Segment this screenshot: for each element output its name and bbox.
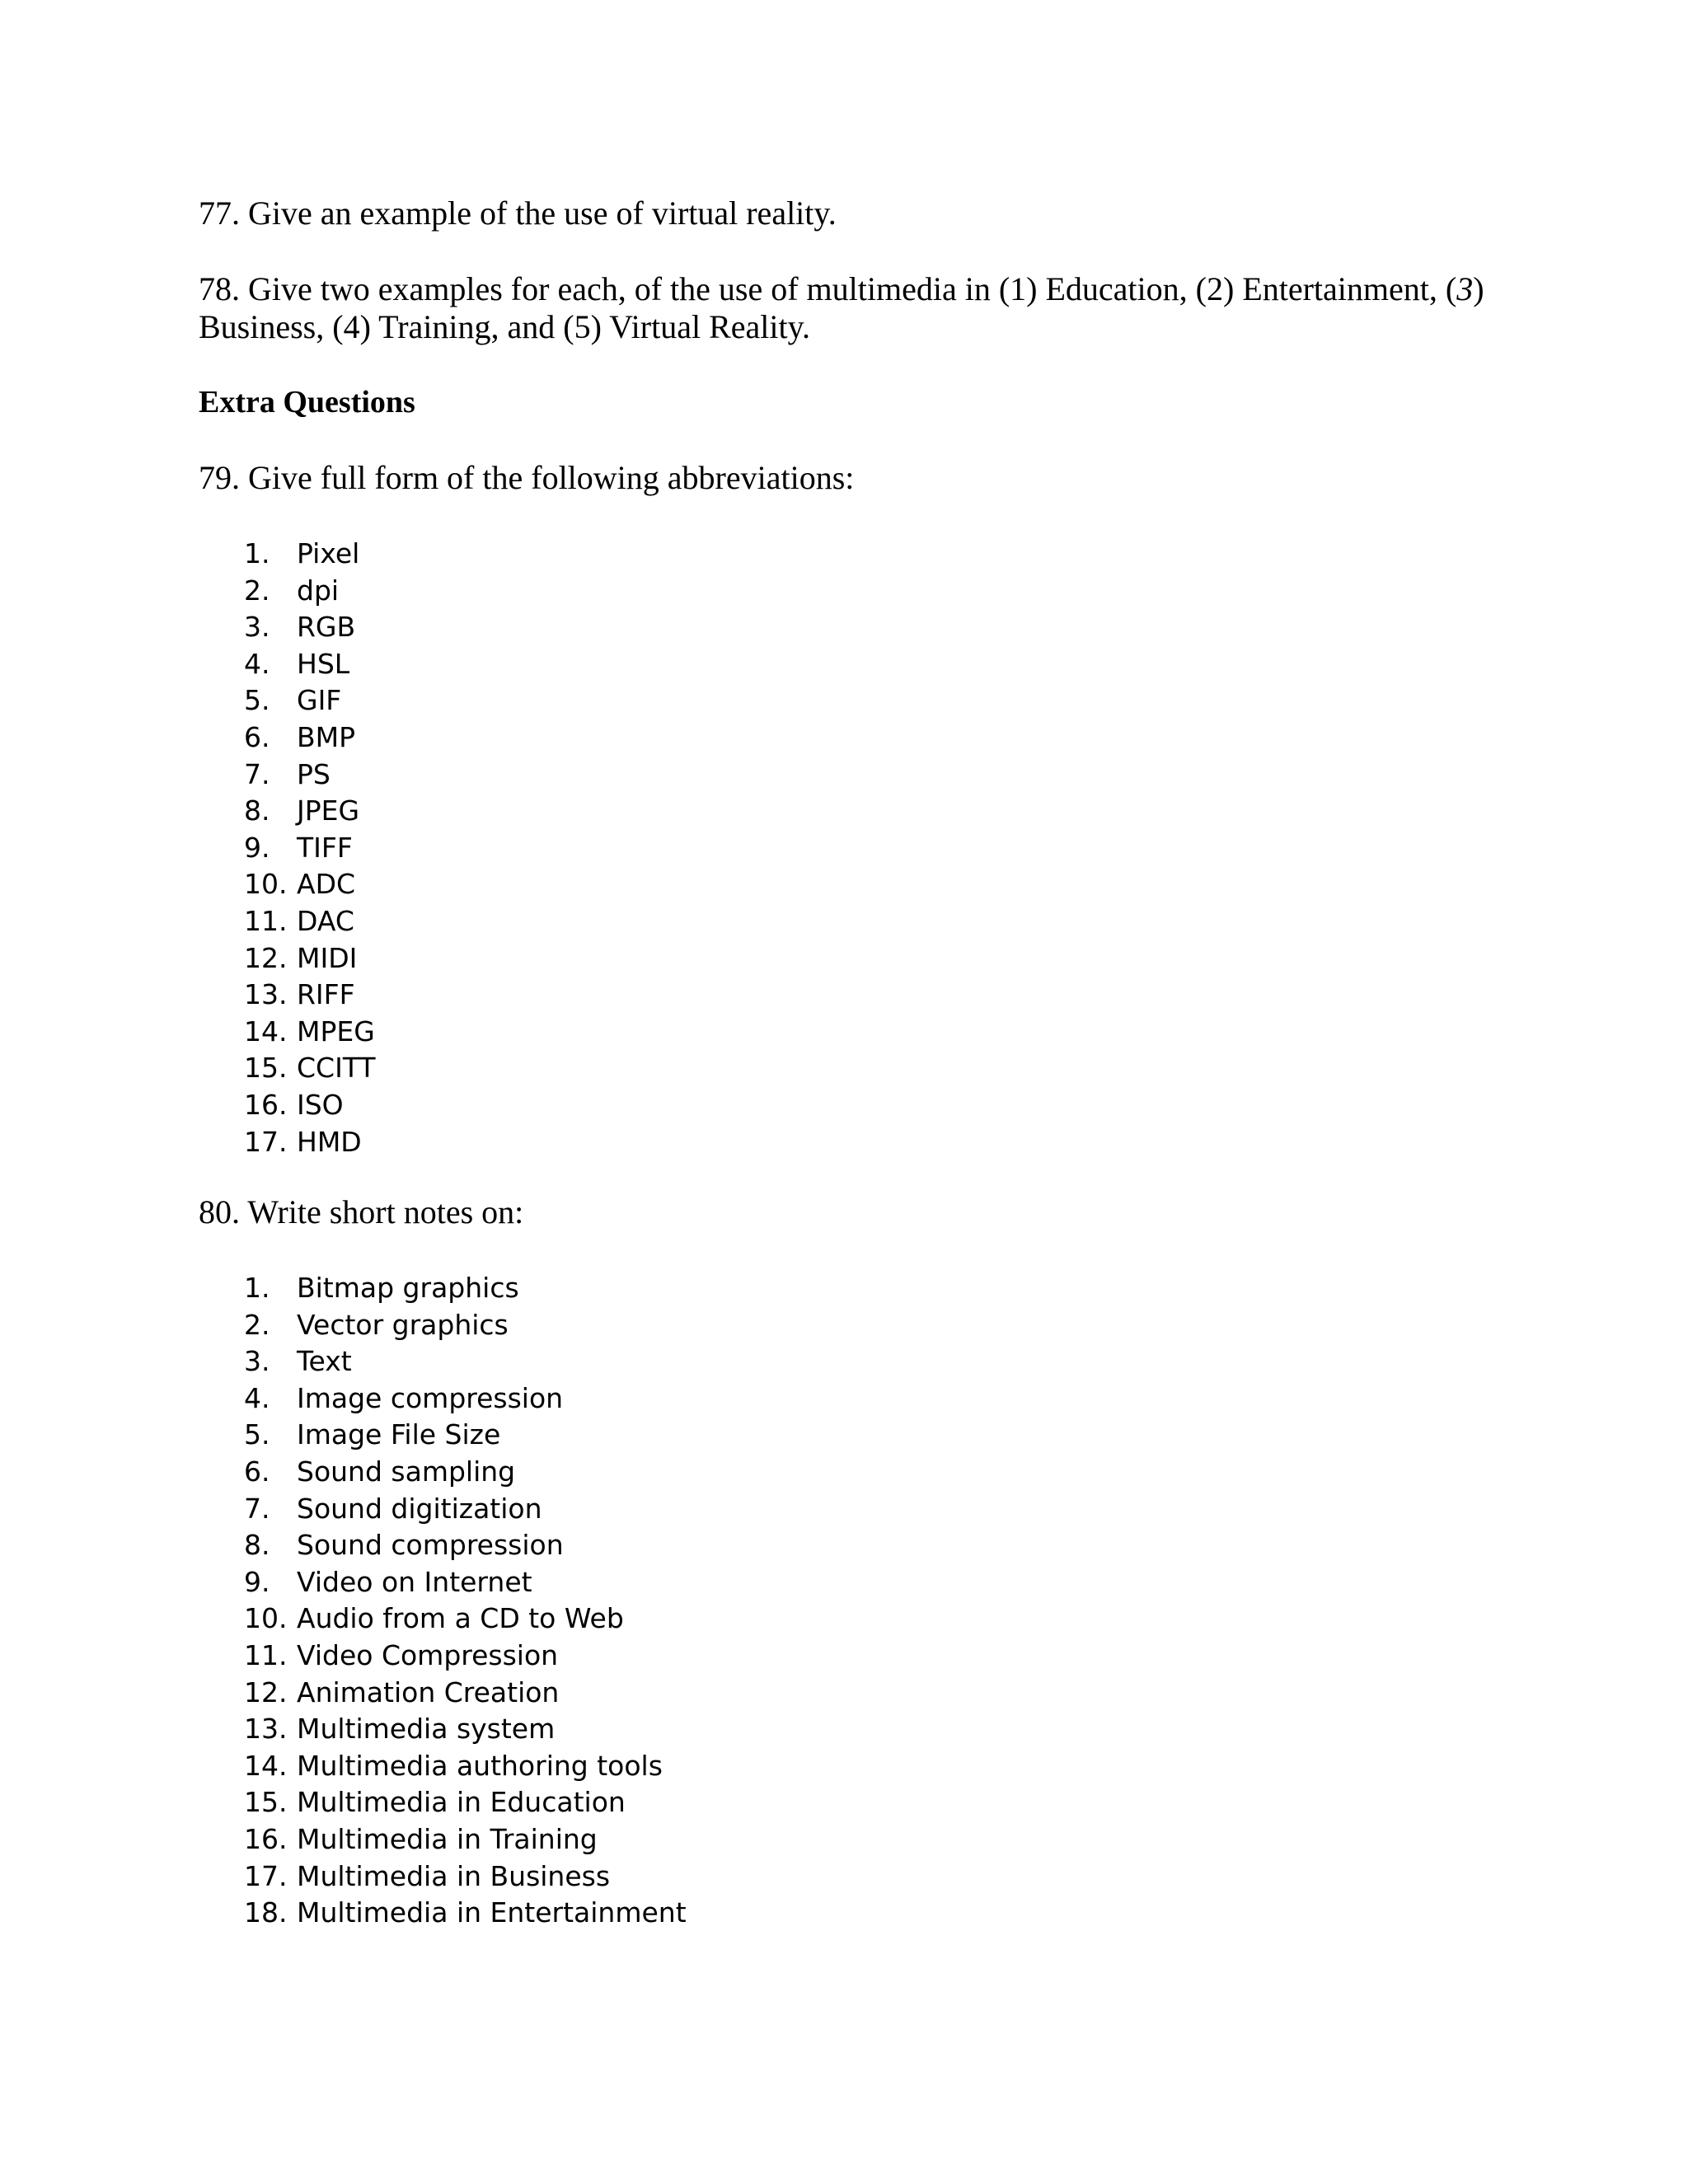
list-item-text: JPEG	[297, 794, 360, 827]
list-item-number: 13.	[244, 978, 288, 1011]
list-item-text: Image File Size	[297, 1418, 501, 1451]
short-note-item	[244, 1748, 687, 1785]
list-item-text: ISO	[297, 1088, 344, 1121]
list-item-number: 5.	[244, 1418, 270, 1451]
question-78-line-1	[199, 270, 1517, 308]
list-item-text: HSL	[297, 647, 350, 680]
abbreviation-item	[244, 1014, 376, 1051]
abbreviation-item	[244, 682, 376, 719]
list-item-number: 4.	[244, 1381, 270, 1414]
short-note-item	[244, 1307, 687, 1344]
list-item-number: 3.	[244, 1345, 270, 1378]
question-79: 79. Give full form of the following abbreviations:	[199, 459, 855, 496]
list-item-text: GIF	[297, 684, 342, 717]
list-item-number: 6.	[244, 1455, 270, 1488]
abbreviation-item	[244, 719, 376, 757]
list-item-text: Pixel	[297, 537, 360, 569]
list-item-text: TIFF	[297, 831, 353, 864]
list-item-number: 15.	[244, 1052, 288, 1085]
list-item-text: dpi	[297, 574, 340, 607]
list-item-text: Sound digitization	[297, 1492, 542, 1525]
list-item-number: 7.	[244, 1492, 270, 1525]
abbreviation-item	[244, 757, 376, 794]
short-note-item	[244, 1895, 687, 1932]
list-item-number: 11.	[244, 1638, 288, 1671]
list-item-number: 16.	[244, 1822, 288, 1855]
abbreviation-item	[244, 903, 376, 940]
short-note-item	[244, 1858, 687, 1896]
list-item-number: 8.	[244, 794, 270, 827]
list-item-text: PS	[297, 757, 331, 790]
list-item-text: HMD	[297, 1125, 362, 1158]
list-item-number: 11.	[244, 904, 288, 937]
list-item-number: 4.	[244, 647, 270, 680]
list-item-text: Multimedia authoring tools	[297, 1749, 663, 1782]
short-note-item	[244, 1380, 687, 1418]
short-note-item	[244, 1601, 687, 1638]
abbreviation-item	[244, 1087, 376, 1124]
list-item-text: DAC	[297, 904, 354, 937]
question-78-italic-number: 3	[1456, 270, 1474, 307]
short-note-item	[244, 1784, 687, 1821]
question-78	[199, 270, 1517, 346]
list-item-number: 17.	[244, 1859, 288, 1892]
short-note-item	[244, 1491, 687, 1528]
abbreviation-item	[244, 1124, 376, 1161]
short-note-item	[244, 1527, 687, 1564]
short-note-item	[244, 1270, 687, 1307]
list-item-text: Multimedia in Business	[297, 1859, 611, 1892]
abbreviation-item	[244, 1050, 376, 1087]
list-item-number: 10.	[244, 1602, 288, 1635]
list-item-text: MIDI	[297, 941, 358, 974]
list-item-text: Multimedia in Training	[297, 1822, 598, 1855]
list-item-text: RGB	[297, 611, 356, 644]
question-78-line-2: Business, (4) Training, and (5) Virtual Reality.	[199, 308, 810, 345]
list-item-number: 16.	[244, 1088, 288, 1121]
list-item-text: Video on Internet	[297, 1565, 532, 1598]
list-item-text: ADC	[297, 868, 356, 901]
abbreviation-item	[244, 573, 376, 610]
abbreviation-item	[244, 977, 376, 1014]
list-item-number: 12.	[244, 1675, 288, 1708]
question-78-text-b: )	[1473, 270, 1484, 307]
list-item-number: 10.	[244, 868, 288, 901]
list-item-text: MPEG	[297, 1015, 375, 1047]
list-item-number: 17.	[244, 1125, 288, 1158]
list-item-number: 9.	[244, 831, 270, 864]
list-item-number: 13.	[244, 1713, 288, 1746]
short-note-item	[244, 1564, 687, 1601]
list-item-text: Multimedia in Education	[297, 1786, 626, 1819]
short-note-item	[244, 1711, 687, 1748]
short-note-item	[244, 1821, 687, 1858]
question-77: 77. Give an example of the use of virtual reality.	[199, 194, 837, 232]
list-item-text: Audio from a CD to Web	[297, 1602, 624, 1635]
list-item-number: 2.	[244, 574, 270, 607]
question-80: 80. Write short notes on:	[199, 1193, 524, 1230]
list-item-text: Bitmap graphics	[297, 1272, 519, 1304]
list-item-text: Text	[297, 1345, 352, 1378]
list-item-text: Sound sampling	[297, 1455, 516, 1488]
list-item-number: 7.	[244, 757, 270, 790]
extra-questions-heading: Extra Questions	[199, 385, 415, 419]
list-item-text: Animation Creation	[297, 1675, 560, 1708]
list-item-text: RIFF	[297, 978, 355, 1011]
list-item-number: 2.	[244, 1308, 270, 1341]
abbreviation-item	[244, 609, 376, 646]
list-item-text: BMP	[297, 720, 356, 753]
abbreviation-item	[244, 866, 376, 903]
list-item-number: 1.	[244, 537, 270, 569]
list-item-number: 15.	[244, 1786, 288, 1819]
list-item-number: 14.	[244, 1749, 288, 1782]
list-item-text: CCITT	[297, 1052, 376, 1085]
short-notes-list	[244, 1270, 687, 1932]
short-note-item	[244, 1638, 687, 1675]
list-item-number: 6.	[244, 720, 270, 753]
abbreviation-item	[244, 536, 376, 573]
abbreviation-item	[244, 793, 376, 830]
list-item-number: 12.	[244, 941, 288, 974]
short-note-item	[244, 1675, 687, 1712]
list-item-number: 8.	[244, 1529, 270, 1562]
abbreviation-item	[244, 830, 376, 867]
short-note-item	[244, 1343, 687, 1380]
list-item-text: Sound compression	[297, 1529, 564, 1562]
short-note-item	[244, 1454, 687, 1491]
abbreviation-item	[244, 646, 376, 683]
list-item-text: Image compression	[297, 1381, 564, 1414]
list-item-number: 1.	[244, 1272, 270, 1304]
list-item-number: 9.	[244, 1565, 270, 1598]
question-78-text-a: 78. Give two examples for each, of the use of multimedia in (1) Education, (2) Entertainment, (	[199, 270, 1457, 307]
list-item-text: Multimedia in Entertainment	[297, 1896, 687, 1929]
list-item-number: 3.	[244, 611, 270, 644]
list-item-text: Vector graphics	[297, 1308, 509, 1341]
list-item-text: Video Compression	[297, 1638, 559, 1671]
abbreviation-item	[244, 940, 376, 977]
list-item-number: 5.	[244, 684, 270, 717]
short-note-item	[244, 1417, 687, 1454]
list-item-text: Multimedia system	[297, 1713, 556, 1746]
abbreviations-list	[244, 536, 376, 1160]
list-item-number: 18.	[244, 1896, 288, 1929]
list-item-number: 14.	[244, 1015, 288, 1047]
